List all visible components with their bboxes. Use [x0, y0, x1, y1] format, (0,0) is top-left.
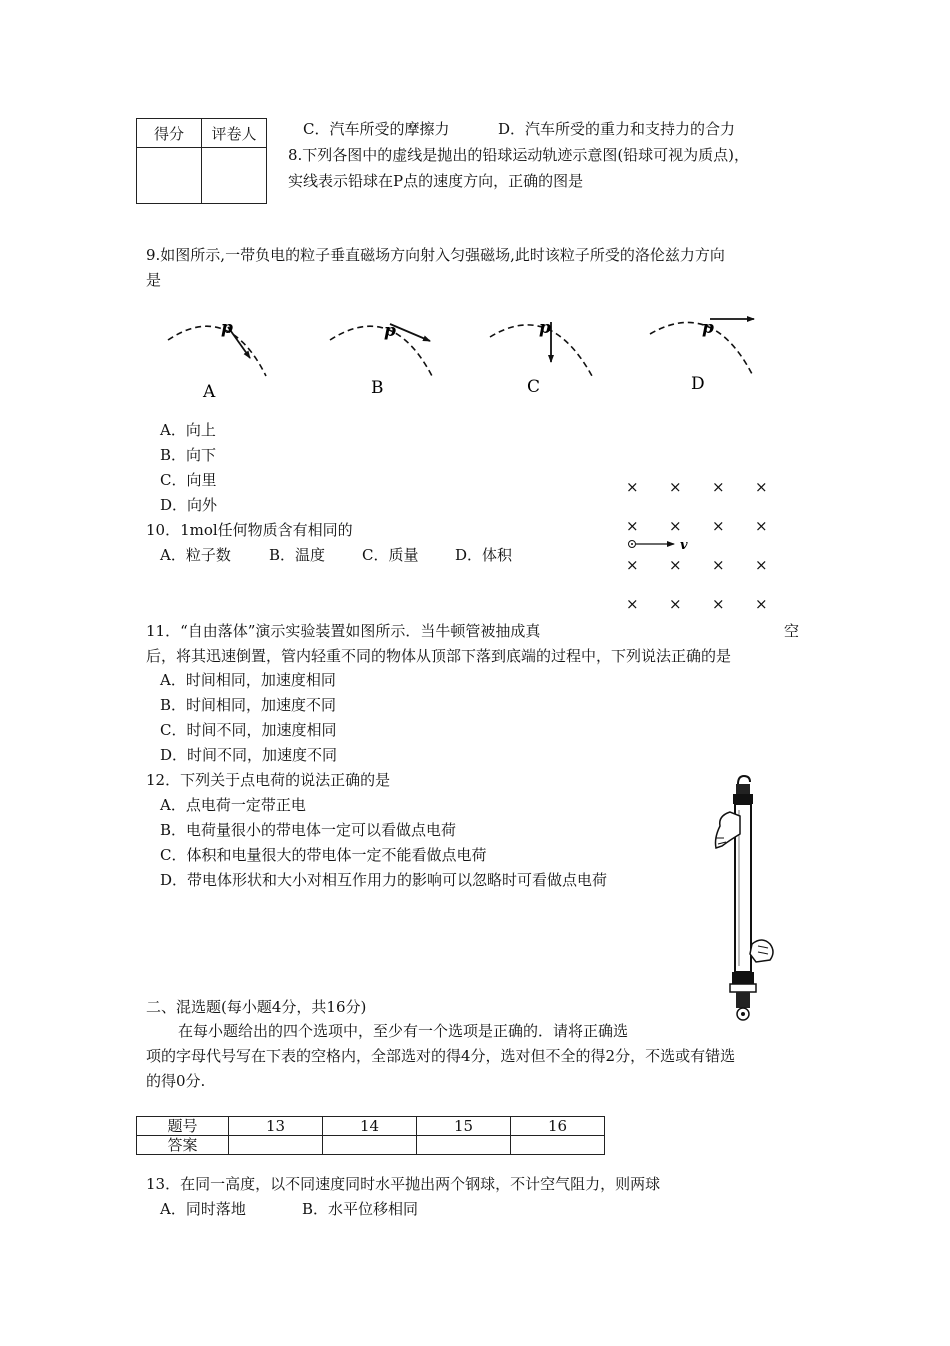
field-cross: ×: [755, 517, 768, 535]
field-cross: ×: [626, 517, 639, 535]
field-cross: ×: [712, 517, 725, 535]
question-number: 16: [511, 1117, 605, 1136]
section2-instruction-1: 在每小题给出的四个选项中，至少有一个选项是正确的．请将正确选: [178, 1022, 629, 1040]
question-number-header: 题号: [137, 1117, 229, 1136]
q9-option-c: C．向里: [160, 471, 217, 489]
q11-stem-line2: 后，将其迅速倒置，管内轻重不同的物体从顶部下落到底端的过程中，下列说法正确的是: [146, 647, 732, 665]
field-cross: ×: [755, 595, 768, 613]
q10-option-c: C．质量: [362, 546, 419, 564]
q9-option-b: B．向下: [160, 446, 217, 464]
answer-cell-14[interactable]: [323, 1136, 417, 1155]
field-cross: ×: [626, 595, 639, 613]
field-cross: ×: [669, 595, 682, 613]
q9-option-d: D．向外: [160, 496, 218, 514]
q12-option-d: D．带电体形状和大小对相互作用力的影响可以忽略时可看做点电荷: [160, 871, 608, 889]
q11-option-a: A．时间相同，加速度相同: [160, 671, 336, 689]
q10-stem: 10．1mol任何物质含有相同的: [146, 521, 353, 539]
section2-title: 二、混选题(每小题4分，共16分): [146, 998, 367, 1016]
point-label-a: p: [221, 318, 233, 338]
figure-label-d: D: [691, 374, 705, 394]
q10-option-a: A．粒子数: [160, 546, 231, 564]
section2-instruction-2: 项的字母代号写在下表的空格内，全部选对的得4分，选对但不全的得2分，不选或有错选: [146, 1047, 736, 1065]
answer-table: [136, 1116, 605, 1155]
q11-option-d: D．时间不同，加速度不同: [160, 746, 338, 764]
field-cross: ×: [755, 478, 768, 496]
q8-stem-line2: 实线表示铅球在P点的速度方向，正确的图是: [288, 172, 584, 190]
q13-option-b: B．水平位移相同: [302, 1200, 419, 1218]
magnetic-field-figure: [610, 470, 790, 620]
q11-stem-line1: 11．“自由落体”演示实验装置如图所示．当牛顿管被抽成真: [146, 622, 541, 640]
trajectory-b: [330, 326, 432, 376]
trajectory-a: [168, 326, 266, 376]
q7-option-c: C．汽车所受的摩擦力: [303, 120, 450, 138]
q12-option-c: C．体积和电量很大的带电体一定不能看做点电荷: [160, 846, 487, 864]
q9-stem-line2: 是: [146, 271, 162, 289]
point-label-c: p: [539, 318, 551, 338]
field-cross: ×: [669, 556, 682, 574]
field-cross: ×: [712, 478, 725, 496]
question-number: 14: [323, 1117, 417, 1136]
field-cross: ×: [669, 478, 682, 496]
figure-label-b: B: [371, 378, 384, 398]
figure-a[interactable]: [168, 318, 266, 402]
figure-label-a: A: [203, 382, 216, 402]
q10-option-b: B．温度: [269, 546, 326, 564]
q9-stem-line1: 9.如图所示,一带负电的粒子垂直磁场方向射入匀强磁场,此时该粒子所受的洛伦兹力方向: [146, 246, 725, 264]
q10-option-d: D．体积: [455, 546, 513, 564]
reviewer-header: 评卷人: [202, 119, 267, 148]
question-number: 13: [229, 1117, 323, 1136]
answer-cell-13[interactable]: [229, 1136, 323, 1155]
section2-instruction-3: 的得0分.: [146, 1072, 206, 1090]
velocity-arrow-b: [390, 324, 430, 341]
field-cross: ×: [712, 556, 725, 574]
question-number: 15: [417, 1117, 511, 1136]
q11-option-b: B．时间相同，加速度不同: [160, 696, 337, 714]
q11-stem-line1-tail: 空: [784, 622, 800, 640]
velocity-label: v: [680, 538, 688, 553]
q8-figures: [0, 0, 950, 420]
point-label-d: p: [702, 318, 714, 338]
score-header: 得分: [137, 119, 202, 148]
q11-option-c: C．时间不同，加速度相同: [160, 721, 337, 739]
field-cross: ×: [626, 556, 639, 574]
q7-option-d: D．汽车所受的重力和支持力的合力: [498, 120, 736, 138]
q13-stem: 13．在同一高度，以不同速度同时水平抛出两个钢球，不计空气阻力，则两球: [146, 1175, 661, 1193]
figure-b[interactable]: [330, 321, 432, 398]
field-cross: ×: [626, 478, 639, 496]
figure-label-c: C: [527, 377, 541, 397]
answer-cell-16[interactable]: [511, 1136, 605, 1155]
q13-option-a: A．同时落地: [160, 1200, 246, 1218]
charged-particle: [629, 541, 675, 548]
field-cross: ×: [669, 517, 682, 535]
q12-option-a: A．点电荷一定带正电: [160, 796, 306, 814]
figure-c[interactable]: [490, 318, 592, 397]
answer-cell-15[interactable]: [417, 1136, 511, 1155]
q8-stem-line1: 8.下列各图中的虚线是抛出的铅球运动轨迹示意图(铅球可视为质点)，: [288, 146, 750, 164]
point-label-b: p: [384, 321, 396, 341]
newton-tube-figure: [700, 776, 790, 1026]
field-cross: ×: [755, 556, 768, 574]
trajectory-d: [650, 322, 752, 374]
q12-option-b: B．电荷量很小的带电体一定可以看做点电荷: [160, 821, 457, 839]
q9-option-a: A．向上: [160, 421, 216, 439]
field-cross: ×: [712, 595, 725, 613]
answer-header: 答案: [137, 1136, 229, 1155]
figure-d[interactable]: [650, 318, 754, 394]
q12-stem: 12．下列关于点电荷的说法正确的是: [146, 771, 391, 789]
